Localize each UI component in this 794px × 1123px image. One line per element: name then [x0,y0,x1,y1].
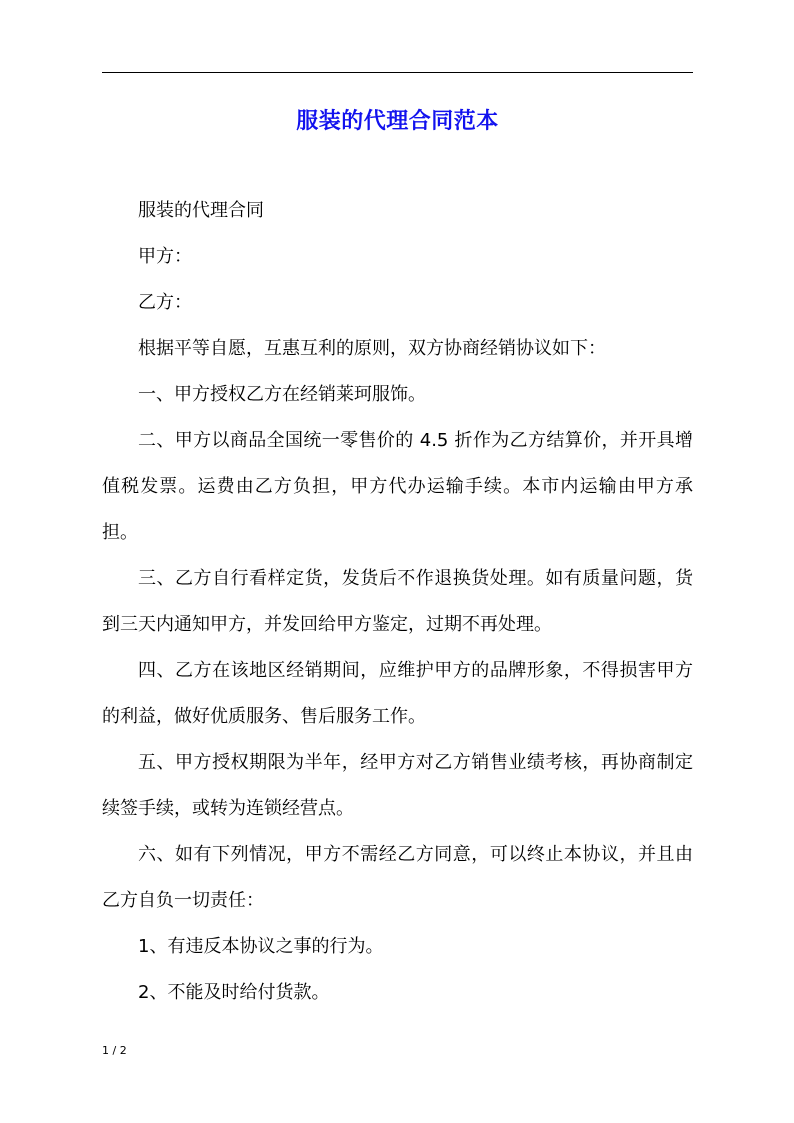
clause-6: 六、如有下列情况，甲方不需经乙方同意，可以终止本协议，并且由乙方自负一切责任： [102,844,693,911]
header-rule [102,72,693,73]
document-body [102,188,693,1016]
document-title: 服装的代理合同范本 [296,109,499,134]
party-b-line: 乙方： [138,292,192,313]
clause-1: 一、甲方授权乙方在经销莱珂服饰。 [138,384,426,405]
page-number: 1 / 2 [102,1044,127,1057]
clause-3: 三、乙方自行看样定货，发货后不作退换货处理。如有质量问题，货到三天内通知甲方，并发回给甲方鉴定，过期不再处理。 [102,568,693,635]
clause-5: 五、甲方授权期限为半年，经甲方对乙方销售业绩考核，再协商制定续签手续，或转为连锁经营点。 [102,752,693,819]
clause-6-item-1: 1、有违反本协议之事的行为。 [138,936,384,957]
clause-4: 四、乙方在该地区经销期间，应维护甲方的品牌形象，不得损害甲方的利益，做好优质服务、售后服务工作。 [102,660,693,727]
contract-heading: 服装的代理合同 [138,200,264,221]
preamble-paragraph: 根据平等自愿，互惠互利的原则，双方协商经销协议如下： [138,338,606,359]
clause-2: 二、甲方以商品全国统一零售价的 4.5 折作为乙方结算价，并开具增值税发票。运费由乙方负担，甲方代办运输手续。本市内运输由甲方承担。 [102,430,693,543]
clause-6-item-2: 2、不能及时给付货款。 [138,982,330,1003]
party-a-line: 甲方： [138,246,192,267]
